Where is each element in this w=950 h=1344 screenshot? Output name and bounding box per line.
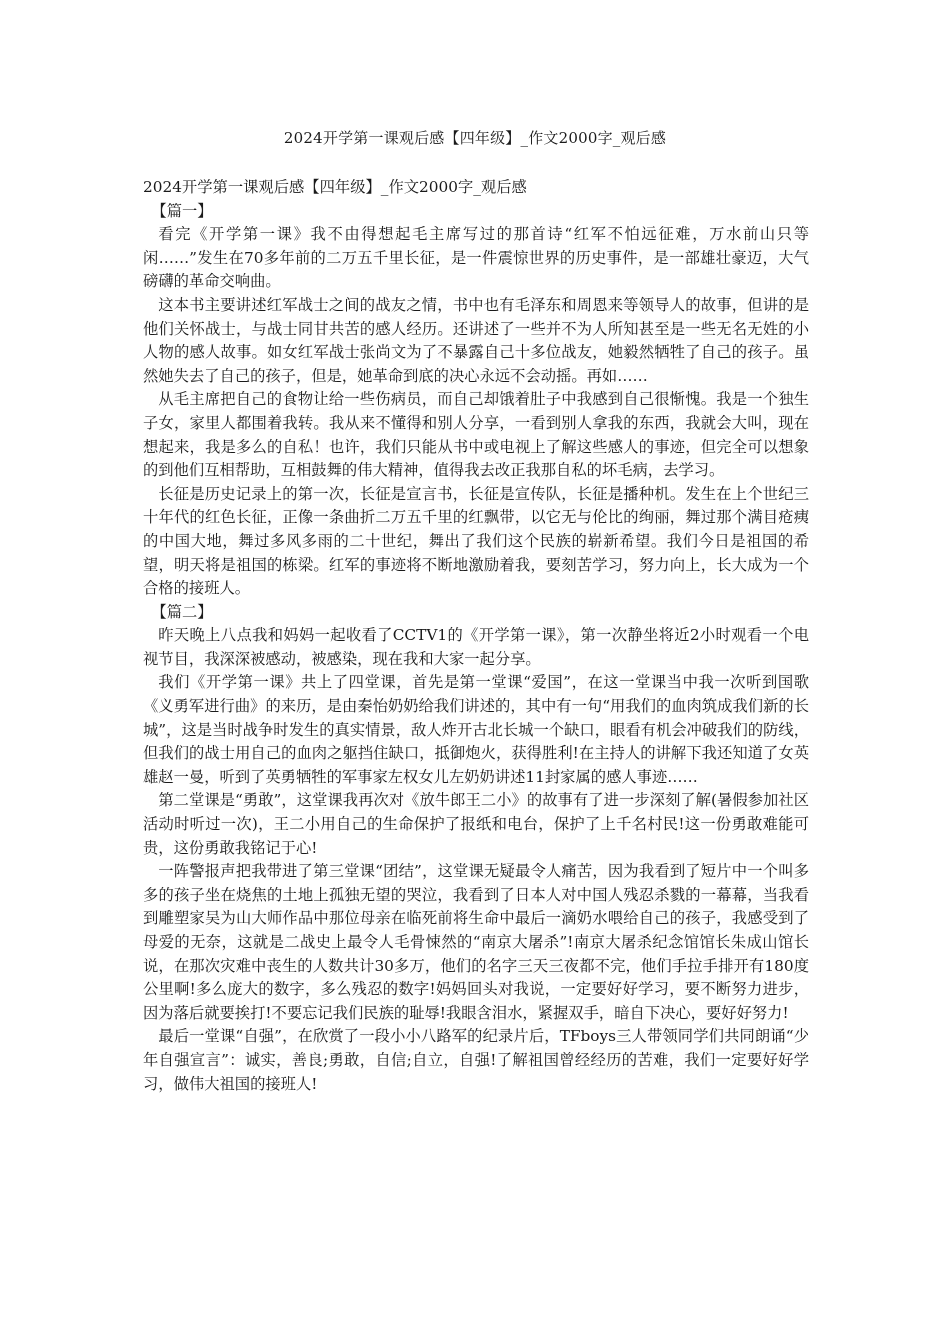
paragraph: 从毛主席把自己的食物让给一些伤病员，而自己却饿着肚子中我感到自己很惭愧。我是一个独生子女，家里人都围着我转。我从来不懂得和别人分享，一看到别人拿我的东西，我就会大叫，现在想起来，我是多么的自私！也许，我们只能从书中或电视上了解这些感人的事迹，但完全可以想象的到他们互相帮助，互相鼓舞的伟大精神，值得我去改正我那自私的坏毛病，去学习。 [143, 390, 809, 480]
document-body [143, 176, 809, 1096]
paragraph: 最后一堂课“自强”，在欣赏了一段小小八路军的纪录片后，TFboys三人带领同学们共同朗诵“少年自强宣言”：诚实，善良;勇敢，自信;自立，自强!了解祖国曾经经历的苦难，我们一定要好好学习，做伟大祖国的接班人! [143, 1027, 809, 1093]
paragraph: 长征是历史记录上的第一次，长征是宣言书，长征是宣传队，长征是播种机。发生在上个世纪三十年代的红色长征，正像一条曲折二万五千里的红飘带，以它无与伦比的绚丽，舞过那个满目疮痍的中国大地，舞过多风多雨的二十世纪，舞出了我们这个民族的崭新希望。我们今日是祖国的希望，明天将是祖国的栋梁。红军的事迹将不断地激励着我，要刻苦学习，努力向上，长大成为一个合格的接班人。 [143, 484, 809, 598]
paragraph: 昨天晚上八点我和妈妈一起收看了CCTV1的《开学第一课》，第一次静坐将近2小时观看一个电视节目，我深深被感动，被感染，现在我和大家一起分享。 [143, 626, 809, 668]
paragraph: 一阵警报声把我带进了第三堂课“团结”，这堂课无疑最令人痛苦，因为我看到了短片中一个叫多多的孩子坐在烧焦的土地上孤独无望的哭泣，我看到了日本人对中国人残忍杀戮的一幕幕，当我看到雕塑家吴为山大师作品中那位母亲在临死前将生命中最后一滴奶水喂给自己的孩子，我感受到了母爱的无奈，这就是二战史上最令人毛骨悚然的“南京大屠杀”!南京大屠杀纪念馆馆长朱成山馆长说，在那次灾难中丧生的人数共计30多万，他们的名字三天三夜都不完，他们手拉手排开有180度公里啊!多么庞大的数字，多么残忍的数字!妈妈回头对我说，一定要好好学习，要不断努力进步，因为落后就要挨打!不要忘记我们民族的耻辱!我眼含泪水，紧握双手，暗自下决心，要好好努力! [143, 862, 809, 1022]
section-label-1: 【篇一】 [151, 201, 213, 220]
document-subtitle: 2024开学第一课观后感【四年级】_作文2000字_观后感 [143, 178, 527, 196]
page-title: 2024开学第一课观后感【四年级】_作文2000字_观后感 [283, 129, 667, 147]
section-label-2: 【篇二】 [151, 602, 213, 621]
paragraph: 我们《开学第一课》共上了四堂课，首先是第一堂课“爱国”，在这一堂课当中我一次听到国歌《义勇军进行曲》的来历，是由秦怡奶奶给我们讲述的，其中有一句“用我们的血肉筑成我们新的长城”，这是当时战争时发生的真实情景，敌人炸开古北长城一个缺口，眼看有机会冲破我们的防线，但我们的战士用自己的血肉之躯挡住缺口，抵御炮火，获得胜利!在主持人的讲解下我还知道了女英雄赵一曼，听到了英勇牺牲的军事家左权女儿左奶奶讲述11封家属的感人事迹…… [143, 673, 809, 786]
paragraph: 第二堂课是“勇敢”，这堂课我再次对《放牛郎王二小》的故事有了进一步深刻了解(暑假参加社区活动时听过一次)，王二小用自己的生命保护了报纸和电台，保护了上千名村民!这一份勇敢难能可贵，这份勇敢我铭记于心! [143, 791, 809, 857]
paragraph: 看完《开学第一课》我不由得想起毛主席写过的那首诗“红军不怕远征难，万水前山只等闲……”发生在70多年前的二万五千里长征，是一件震惊世界的历史事件，是一部雄壮豪迈，大气磅礴的革命交响曲。 [143, 225, 809, 291]
paragraph: 这本书主要讲述红军战士之间的战友之情，书中也有毛泽东和周恩来等领导人的故事，但讲的是他们关怀战士，与战士同甘共苦的感人经历。还讲述了一些并不为人所知甚至是一些无名无姓的小人物的感人故事。如女红军战士张尚文为了不暴露自己十多位战友，她毅然牺牲了自己的孩子。虽然她失去了自己的孩子，但是，她革命到底的决心永远不会动摇。再如…… [143, 295, 809, 385]
